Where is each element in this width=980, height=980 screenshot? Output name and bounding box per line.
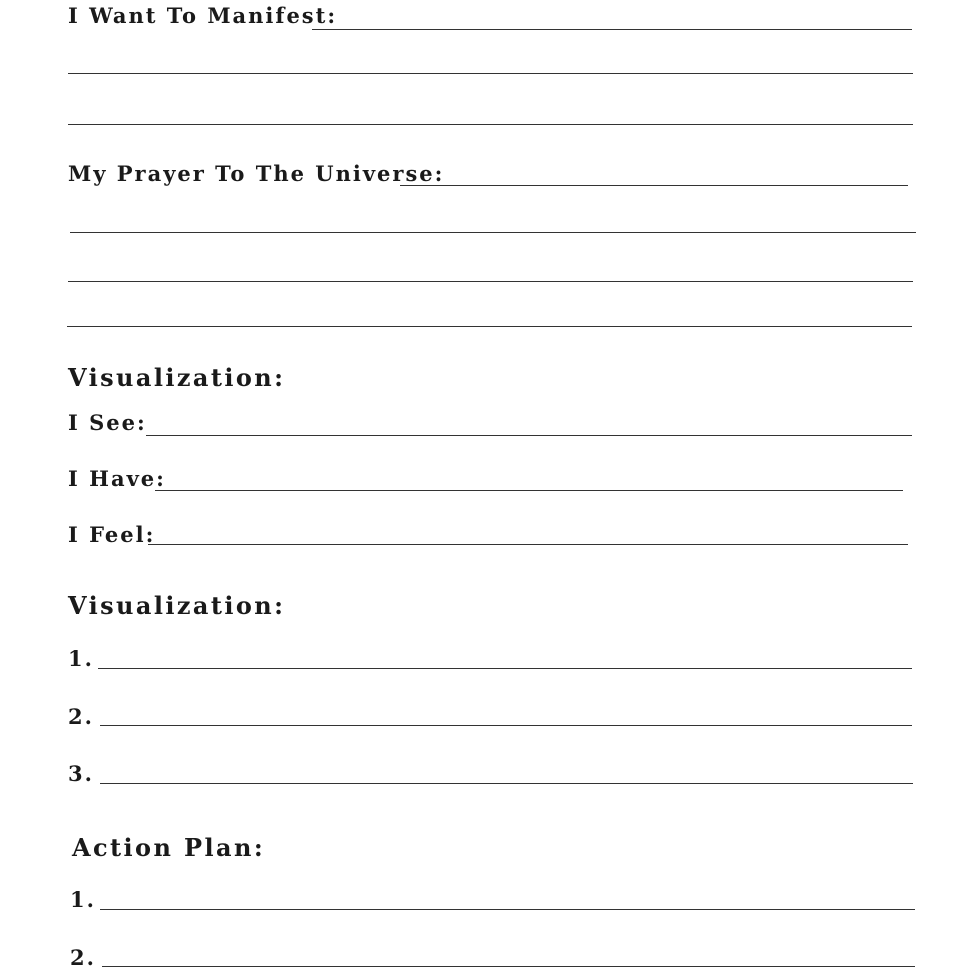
i-have-label: I Have: <box>68 466 166 491</box>
visualization-heading-2: Visualization: <box>68 591 286 620</box>
visualization-item-number: 2. <box>68 704 94 729</box>
i-feel-write-line[interactable] <box>148 544 908 545</box>
i-have-write-line[interactable] <box>155 490 903 491</box>
action-plan-item-number: 1. <box>70 887 96 912</box>
visualization-item-line-2[interactable] <box>100 725 912 726</box>
action-plan-item-line-2[interactable] <box>102 966 915 967</box>
manifest-label: I Want To Manifest: <box>68 3 338 28</box>
prayer-write-line-1[interactable] <box>400 185 908 186</box>
prayer-write-line-3[interactable] <box>68 281 913 282</box>
visualization-item-line-1[interactable] <box>98 668 912 669</box>
prayer-write-line-4[interactable] <box>67 326 912 327</box>
prayer-write-line-2[interactable] <box>70 232 916 233</box>
i-see-write-line[interactable] <box>146 435 912 436</box>
prayer-label: My Prayer To The Universe: <box>68 161 445 186</box>
manifest-write-line-1[interactable] <box>312 29 912 30</box>
visualization-heading-1: Visualization: <box>68 363 286 392</box>
action-plan-heading: Action Plan: <box>72 833 266 862</box>
action-plan-item-line-1[interactable] <box>100 909 915 910</box>
visualization-item-number: 3. <box>68 761 94 786</box>
i-see-label: I See: <box>68 410 147 435</box>
manifest-write-line-2[interactable] <box>68 73 913 74</box>
visualization-item-line-3[interactable] <box>100 783 913 784</box>
manifest-write-line-3[interactable] <box>68 124 913 125</box>
i-feel-label: I Feel: <box>68 522 156 547</box>
action-plan-item-number: 2. <box>70 945 96 970</box>
visualization-item-number: 1. <box>68 646 94 671</box>
